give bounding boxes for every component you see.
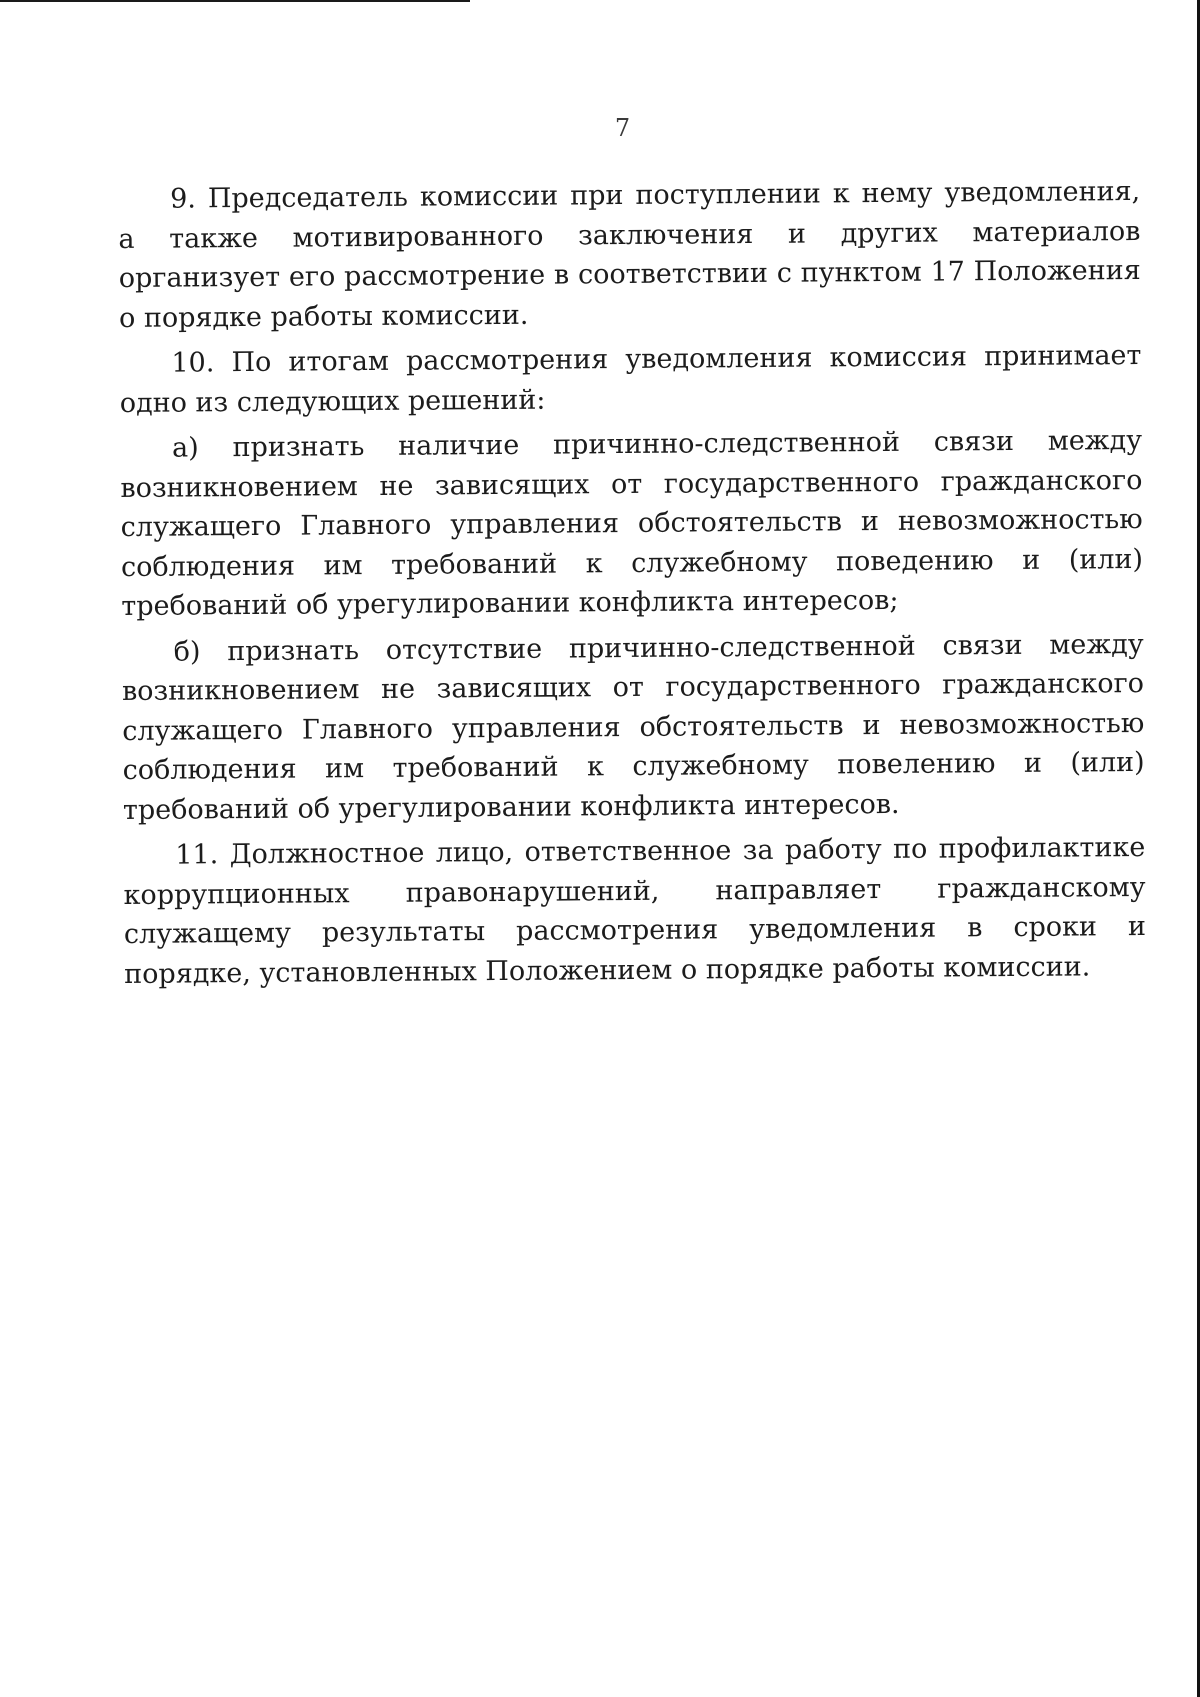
document-body <box>118 172 1146 1000</box>
paragraph-9: 9. Председатель комиссии при поступлении к нему уведомления, а также мотивированного заключения и других материалов организует его рассмотрение в соответствии с пунктом 17 Положения о порядке работы комиссии. <box>118 175 1141 334</box>
paragraph-10a: а) признать наличие причинно-следственной связи между возникновением не зависящих от государственного гражданского служащего Главного управления обстоятельств и невозможностью соблюдения им требований к служебному поведению и (или) требований об урегулировании конфликта интересов; <box>120 424 1144 622</box>
page-number: 7 <box>614 114 631 142</box>
paragraph-11: 11. Должностное лицо, ответственное за работу по профилактике коррупционных правонарушений, направляет гражданскому служащему результаты рассмотрения уведомления в сроки и порядке, установленных Положением о порядке работы комиссии. <box>123 831 1147 990</box>
paragraph-10: 10. По итогам рассмотрения уведомления комиссия принимает одно из следующих решений: <box>119 339 1142 419</box>
paragraph-10b: б) признать отсутствие причинно-следственной связи между возникновением не зависящих от государственного гражданского служащего Главного управления обстоятельств и невозможностью соблюдения им требований к служебному повелению и (или) требований об урегулировании конфликта интересов. <box>121 628 1145 826</box>
